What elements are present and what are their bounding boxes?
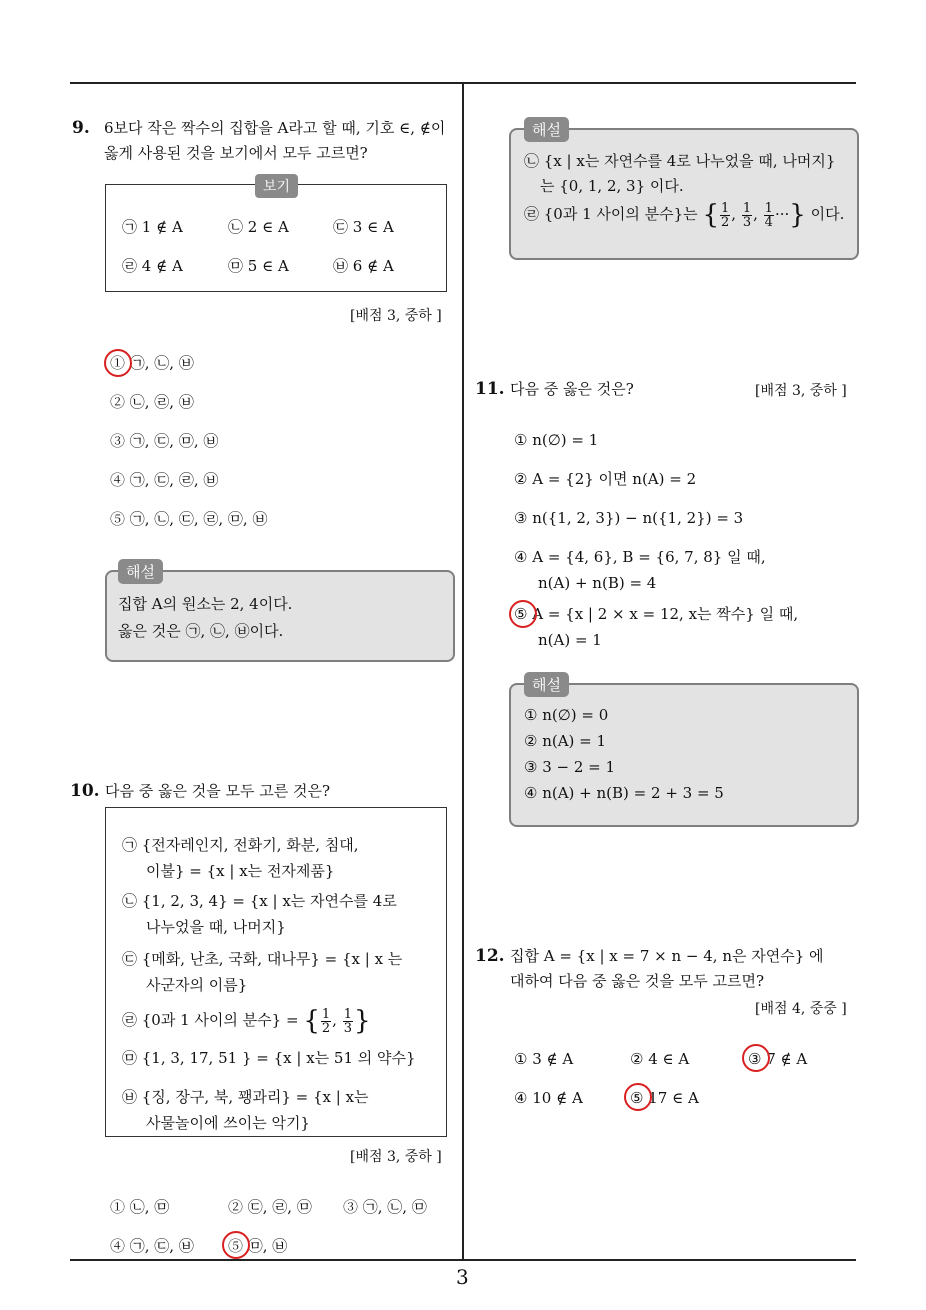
q10-item: 이불} = {x | x는 전자제품}: [146, 862, 335, 880]
q10-answer-mark: [222, 1231, 250, 1259]
q9-choice[interactable]: ④ ㉠, ㉢, ㉣, ㉥: [110, 471, 219, 489]
q10-explanation-tag: 해설: [524, 117, 569, 142]
q11-explanation-line: ② n(A) = 1: [524, 732, 607, 750]
q11-score: [배점 3, 중하 ]: [755, 383, 847, 399]
q12-answer-mark: [624, 1083, 652, 1111]
q9-choice[interactable]: ⑤ ㉠, ㉡, ㉢, ㉣, ㉤, ㉥: [110, 510, 268, 528]
fraction: $\frac{1}{3}$: [343, 1006, 352, 1036]
q9-choice[interactable]: ② ㉡, ㉣, ㉥: [110, 393, 194, 411]
q11-explanation-line: ④ n(A) + n(B) = 2 + 3 = 5: [524, 784, 724, 802]
q10-item-fraction-row: ㉣ {0과 1 사이의 분수} = { $\frac{1}{2}$ , $\frac{1}{3}$ }: [122, 1006, 371, 1036]
q9-choice[interactable]: ① ㉠, ㉡, ㉥: [110, 354, 194, 372]
q10-choice[interactable]: ① ㉡, ㉤: [110, 1198, 170, 1216]
q12-answer-mark: [742, 1044, 770, 1072]
q9-explanation-tag: 해설: [118, 559, 163, 584]
q12-choice[interactable]: ③ 7 ∉ A: [748, 1050, 808, 1068]
q9-explanation-line: 집합 A의 원소는 2, 4이다.: [118, 595, 293, 613]
fraction: $\frac{1}{2}$: [321, 1006, 331, 1036]
q9-choice[interactable]: ③ ㉠, ㉢, ㉤, ㉥: [110, 432, 219, 450]
q9-item: ㉣ 4 ∉ A: [122, 257, 183, 275]
brace-close: }: [789, 200, 806, 230]
q11-choice[interactable]: ① n(∅) = 1: [514, 431, 599, 449]
fraction: $\frac{1}{3}$: [742, 200, 752, 230]
q10-explanation-fraction-row: ㉣ {0과 1 사이의 분수}는 { $\frac{1}{2}$ , $\frac{1}{3}$ , $\frac{1}{4}$ ···} 이다.: [524, 200, 845, 230]
q11-choice-cont: n(A) = 1: [538, 631, 602, 649]
q10-item: ㉣ {0과 1 사이의 분수} =: [122, 1011, 299, 1029]
q9-text-line2: 옳게 사용된 것을 보기에서 모두 고르면?: [104, 144, 368, 162]
q10-item: ㉠ {전자레인지, 전화기, 화분, 침대,: [122, 836, 359, 854]
q10-score: [배점 3, 중하 ]: [350, 1149, 442, 1165]
q11-choice[interactable]: ④ A = {4, 6}, B = {6, 7, 8} 일 때,: [514, 548, 766, 566]
q9-answer-mark: [104, 349, 132, 377]
q9-explanation-line: 옳은 것은 ㉠, ㉡, ㉥이다.: [118, 622, 284, 640]
q12-number: 12.: [475, 946, 505, 966]
q10-choice[interactable]: ⑤ ㉤, ㉥: [228, 1237, 288, 1255]
q10-explanation-line: 는 {0, 1, 2, 3} 이다.: [540, 177, 684, 195]
q9-item: ㉠ 1 ∉ A: [122, 218, 183, 236]
q10-item: ㉥ {징, 장구, 북, 꽹과리} = {x | x는: [122, 1088, 369, 1106]
q11-answer-mark: [509, 600, 537, 628]
q10-item: 나누었을 때, 나머지}: [146, 918, 286, 936]
fraction: $\frac{1}{4}$: [764, 200, 773, 230]
q12-text-line2: 대하여 다음 중 옳은 것을 모두 고르면?: [510, 972, 765, 990]
q10-item: ㉤ {1, 3, 17, 51 } = {x | x는 51 의 약수}: [122, 1049, 416, 1067]
q10-choice[interactable]: ② ㉢, ㉣, ㉤: [228, 1198, 312, 1216]
q10-item: 사군자의 이름}: [146, 976, 248, 994]
bottom-rule: [70, 1259, 856, 1261]
q12-choice[interactable]: ⑤ 17 ∈ A: [630, 1089, 699, 1107]
q10-choice[interactable]: ④ ㉠, ㉢, ㉥: [110, 1237, 194, 1255]
q10-item: ㉡ {1, 2, 3, 4} = {x | x는 자연수를 4로: [122, 892, 397, 910]
q10-explanation-line: ㉡ {x | x는 자연수를 4로 나누었을 때, 나머지}: [524, 152, 836, 170]
brace-open: {: [303, 1006, 320, 1036]
q11-number: 11.: [475, 379, 505, 399]
q11-choice[interactable]: ⑤ A = {x | 2 × x = 12, x는 짝수} 일 때,: [514, 605, 799, 623]
q12-choice[interactable]: ② 4 ∈ A: [630, 1050, 690, 1068]
q11-explanation-tag: 해설: [524, 672, 569, 697]
q11-text: 다음 중 옳은 것은?: [510, 380, 634, 398]
page-number: 3: [456, 1265, 469, 1289]
q9-item: ㉢ 3 ∈ A: [333, 218, 394, 236]
q10-item: 사물놀이에 쓰이는 악기}: [146, 1114, 310, 1132]
fraction: $\frac{1}{2}$: [721, 200, 730, 230]
q9-item: ㉤ 5 ∈ A: [228, 257, 289, 275]
q11-explanation-line: ③ 3 − 2 = 1: [524, 758, 616, 776]
q10-item: ㉢ {메화, 난초, 국화, 대나무} = {x | x 는: [122, 950, 403, 968]
brace-close: }: [353, 1006, 371, 1036]
q10-choice[interactable]: ③ ㉠, ㉡, ㉤: [343, 1198, 427, 1216]
q12-score: [배점 4, 중중 ]: [755, 1001, 847, 1017]
q11-choice[interactable]: ③ n({1, 2, 3}) − n({1, 2}) = 3: [514, 509, 744, 527]
q11-choice-cont: n(A) + n(B) = 4: [538, 574, 657, 592]
q9-score: [배점 3, 중하 ]: [350, 308, 442, 324]
column-divider: [462, 82, 464, 1260]
q9-text-line1: 6보다 작은 짝수의 집합을 A라고 할 때, 기호 ∈, ∉이: [104, 119, 446, 137]
q10-number: 10.: [70, 781, 100, 801]
q12-choice[interactable]: ④ 10 ∉ A: [514, 1089, 583, 1107]
q10-text: 다음 중 옳은 것을 모두 고른 것은?: [105, 782, 331, 800]
brace-open: {: [702, 200, 720, 230]
q12-text-line1: 집합 A = {x | x = 7 × n − 4, n은 자연수} 에: [510, 947, 824, 965]
q11-choice[interactable]: ② A = {2} 이면 n(A) = 2: [514, 470, 697, 488]
q9-bogi-label: 보기: [255, 174, 298, 198]
q9-item: ㉡ 2 ∈ A: [228, 218, 289, 236]
q9-number: 9.: [72, 118, 90, 138]
q11-explanation-line: ① n(∅) = 0: [524, 706, 609, 724]
q9-item: ㉥ 6 ∉ A: [333, 257, 394, 275]
q12-choice[interactable]: ① 3 ∉ A: [514, 1050, 574, 1068]
